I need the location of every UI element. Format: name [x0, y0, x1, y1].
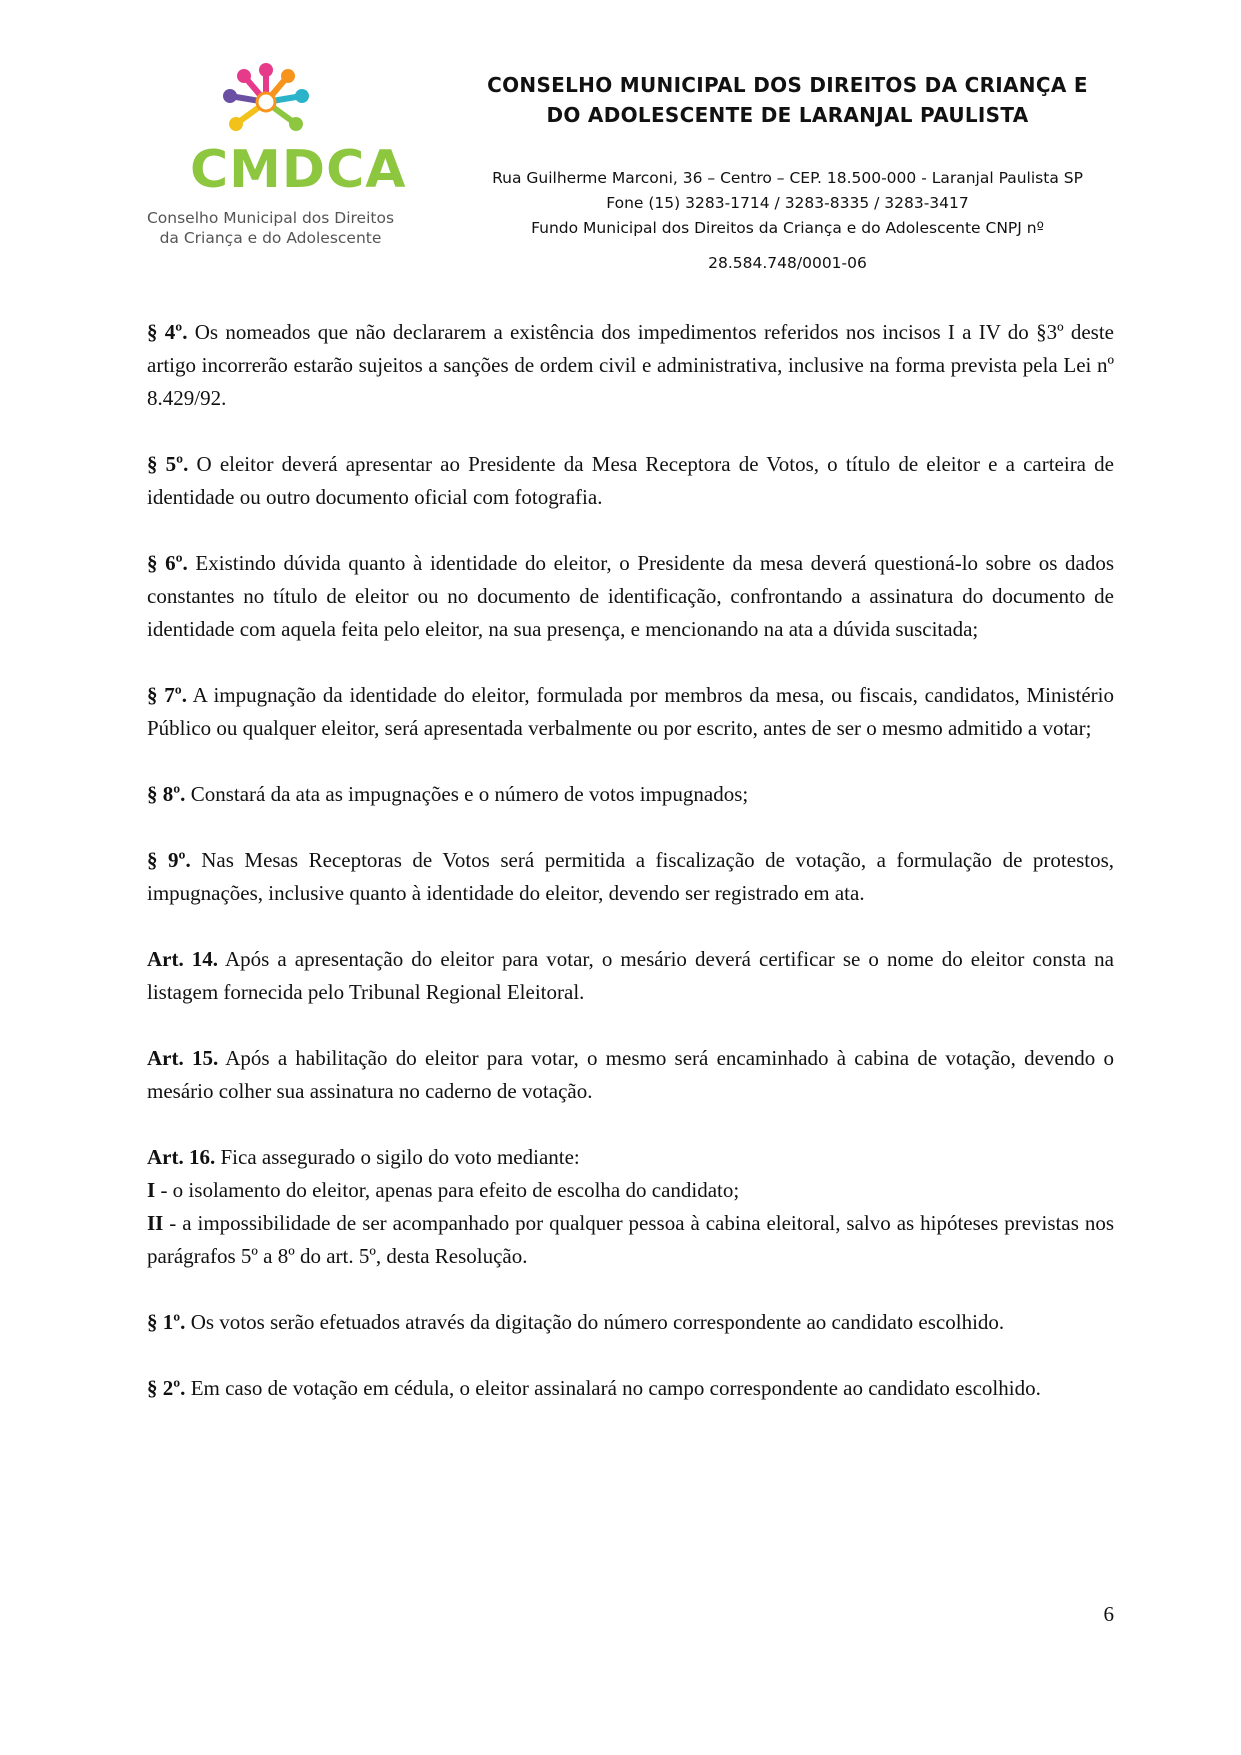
paragraph-6 [147, 547, 1114, 646]
paragraph-text: Os nomeados que não declararem a existência dos impedimentos referidos nos incisos I a IV do §3º deste artigo incorrerão estarão sujeitos a sanções de ordem civil e administrativa, inclusive na forma prevista pela Lei nº 8.429/92. [147, 320, 1114, 410]
organization-contact [430, 166, 1145, 276]
document-body [147, 316, 1114, 1438]
item-text: - a impossibilidade de ser acompanhado por qualquer pessoa à cabina eleitoral, salvo as hipóteses previstas nos parágrafos 5º a 8º do art. 5º, desta Resolução. [147, 1211, 1114, 1268]
phone: Fone (15) 3283-1714 / 3283-8335 / 3283-3417 [606, 194, 969, 212]
logo-subtitle [128, 208, 413, 248]
hands-logo-icon [216, 62, 316, 140]
article-16 [147, 1141, 1114, 1273]
paragraph-label: § 9º. [147, 848, 191, 872]
item-label: II [147, 1211, 164, 1235]
article-text: Fica assegurado o sigilo do voto mediante: [215, 1145, 580, 1169]
item-label: I [147, 1178, 156, 1202]
article-text: Após a habilitação do eleitor para votar, o mesmo será encaminhado à cabina de votação, devendo o mesário colher sua assinatura no caderno de votação. [147, 1046, 1114, 1103]
paragraph-text: Os votos serão efetuados através da digitação do número correspondente ao candidato escolhido. [185, 1310, 1005, 1334]
paragraph-2 [147, 1372, 1114, 1405]
article-label: Art. 14. [147, 947, 219, 971]
article-label: Art. 16. [147, 1145, 216, 1169]
logo-acronym: CMDCA [190, 140, 407, 200]
title-line-2: DO ADOLESCENTE DE LARANJAL PAULISTA [546, 103, 1029, 127]
paragraph-text: O eleitor deverá apresentar ao Presidente da Mesa Receptora de Votos, o título de eleitor e a carteira de identidade ou outro documento oficial com fotografia. [147, 452, 1114, 509]
paragraph-label: § 5º. [147, 452, 189, 476]
article-text: Após a apresentação do eleitor para votar, o mesário deverá certificar se o nome do eleitor consta na listagem fornecida pelo Tribunal Regional Eleitoral. [147, 947, 1115, 1004]
article-label: Art. 15. [147, 1046, 219, 1070]
logo-subtitle-line1: Conselho Municipal dos Direitos [146, 209, 395, 227]
cmdca-logo [128, 62, 407, 262]
page-number: 6 [1103, 1602, 1114, 1626]
paragraph-1 [147, 1306, 1114, 1339]
paragraph-text: Nas Mesas Receptoras de Votos será permitida a fiscalização de votação, a formulação de protestos, impugnações, inclusive quanto à identidade do eleitor, devendo ser registrado em ata. [147, 848, 1114, 905]
item-text: - o isolamento do eleitor, apenas para efeito de escolha do candidato; [155, 1178, 740, 1202]
paragraph-text: Em caso de votação em cédula, o eleitor assinalará no campo correspondente ao candidato escolhido. [185, 1376, 1041, 1400]
paragraph-7 [147, 679, 1114, 745]
paragraph-label: § 4º. [147, 320, 188, 344]
article-16-intro [147, 1141, 1114, 1174]
paragraph-label: § 2º. [147, 1376, 186, 1400]
paragraph-5 [147, 448, 1114, 514]
organization-title [430, 70, 1145, 130]
article-14 [147, 943, 1114, 1009]
cnpj: 28.584.748/0001-06 [708, 254, 867, 272]
paragraph-label: § 8º. [147, 782, 186, 806]
paragraph-text: A impugnação da identidade do eleitor, formulada por membros da mesa, ou fiscais, candidatos, Ministério Público ou qualquer eleitor, será apresentada verbalmente ou por escrito, antes de ser o mesmo admitido a votar; [147, 683, 1114, 740]
logo-subtitle-line2: da Criança e do Adolescente [159, 229, 382, 247]
address: Rua Guilherme Marconi, 36 – Centro – CEP. 18.500-000 - Laranjal Paulista SP [492, 169, 1083, 187]
title-line-1: CONSELHO MUNICIPAL DOS DIREITOS DA CRIANÇA E [487, 73, 1088, 97]
article-16-item-ii [147, 1207, 1114, 1273]
paragraph-8 [147, 778, 1114, 811]
article-16-item-i [147, 1174, 1114, 1207]
paragraph-label: § 1º. [147, 1310, 186, 1334]
paragraph-4 [147, 316, 1114, 415]
paragraph-text: Existindo dúvida quanto à identidade do eleitor, o Presidente da mesa deverá questioná-lo sobre os dados constantes no título de eleitor ou no documento de identificação, confrontando a assinatura do documento de identidade com aquela feita pelo eleitor, na sua presença, e mencionando na ata a dúvida suscitada; [147, 551, 1114, 641]
paragraph-text: Constará da ata as impugnações e o número de votos impugnados; [185, 782, 749, 806]
paragraph-9 [147, 844, 1114, 910]
article-15 [147, 1042, 1114, 1108]
fund-name: Fundo Municipal dos Direitos da Criança e do Adolescente CNPJ nº [531, 219, 1044, 237]
paragraph-label: § 7º. [147, 683, 187, 707]
paragraph-label: § 6º. [147, 551, 188, 575]
